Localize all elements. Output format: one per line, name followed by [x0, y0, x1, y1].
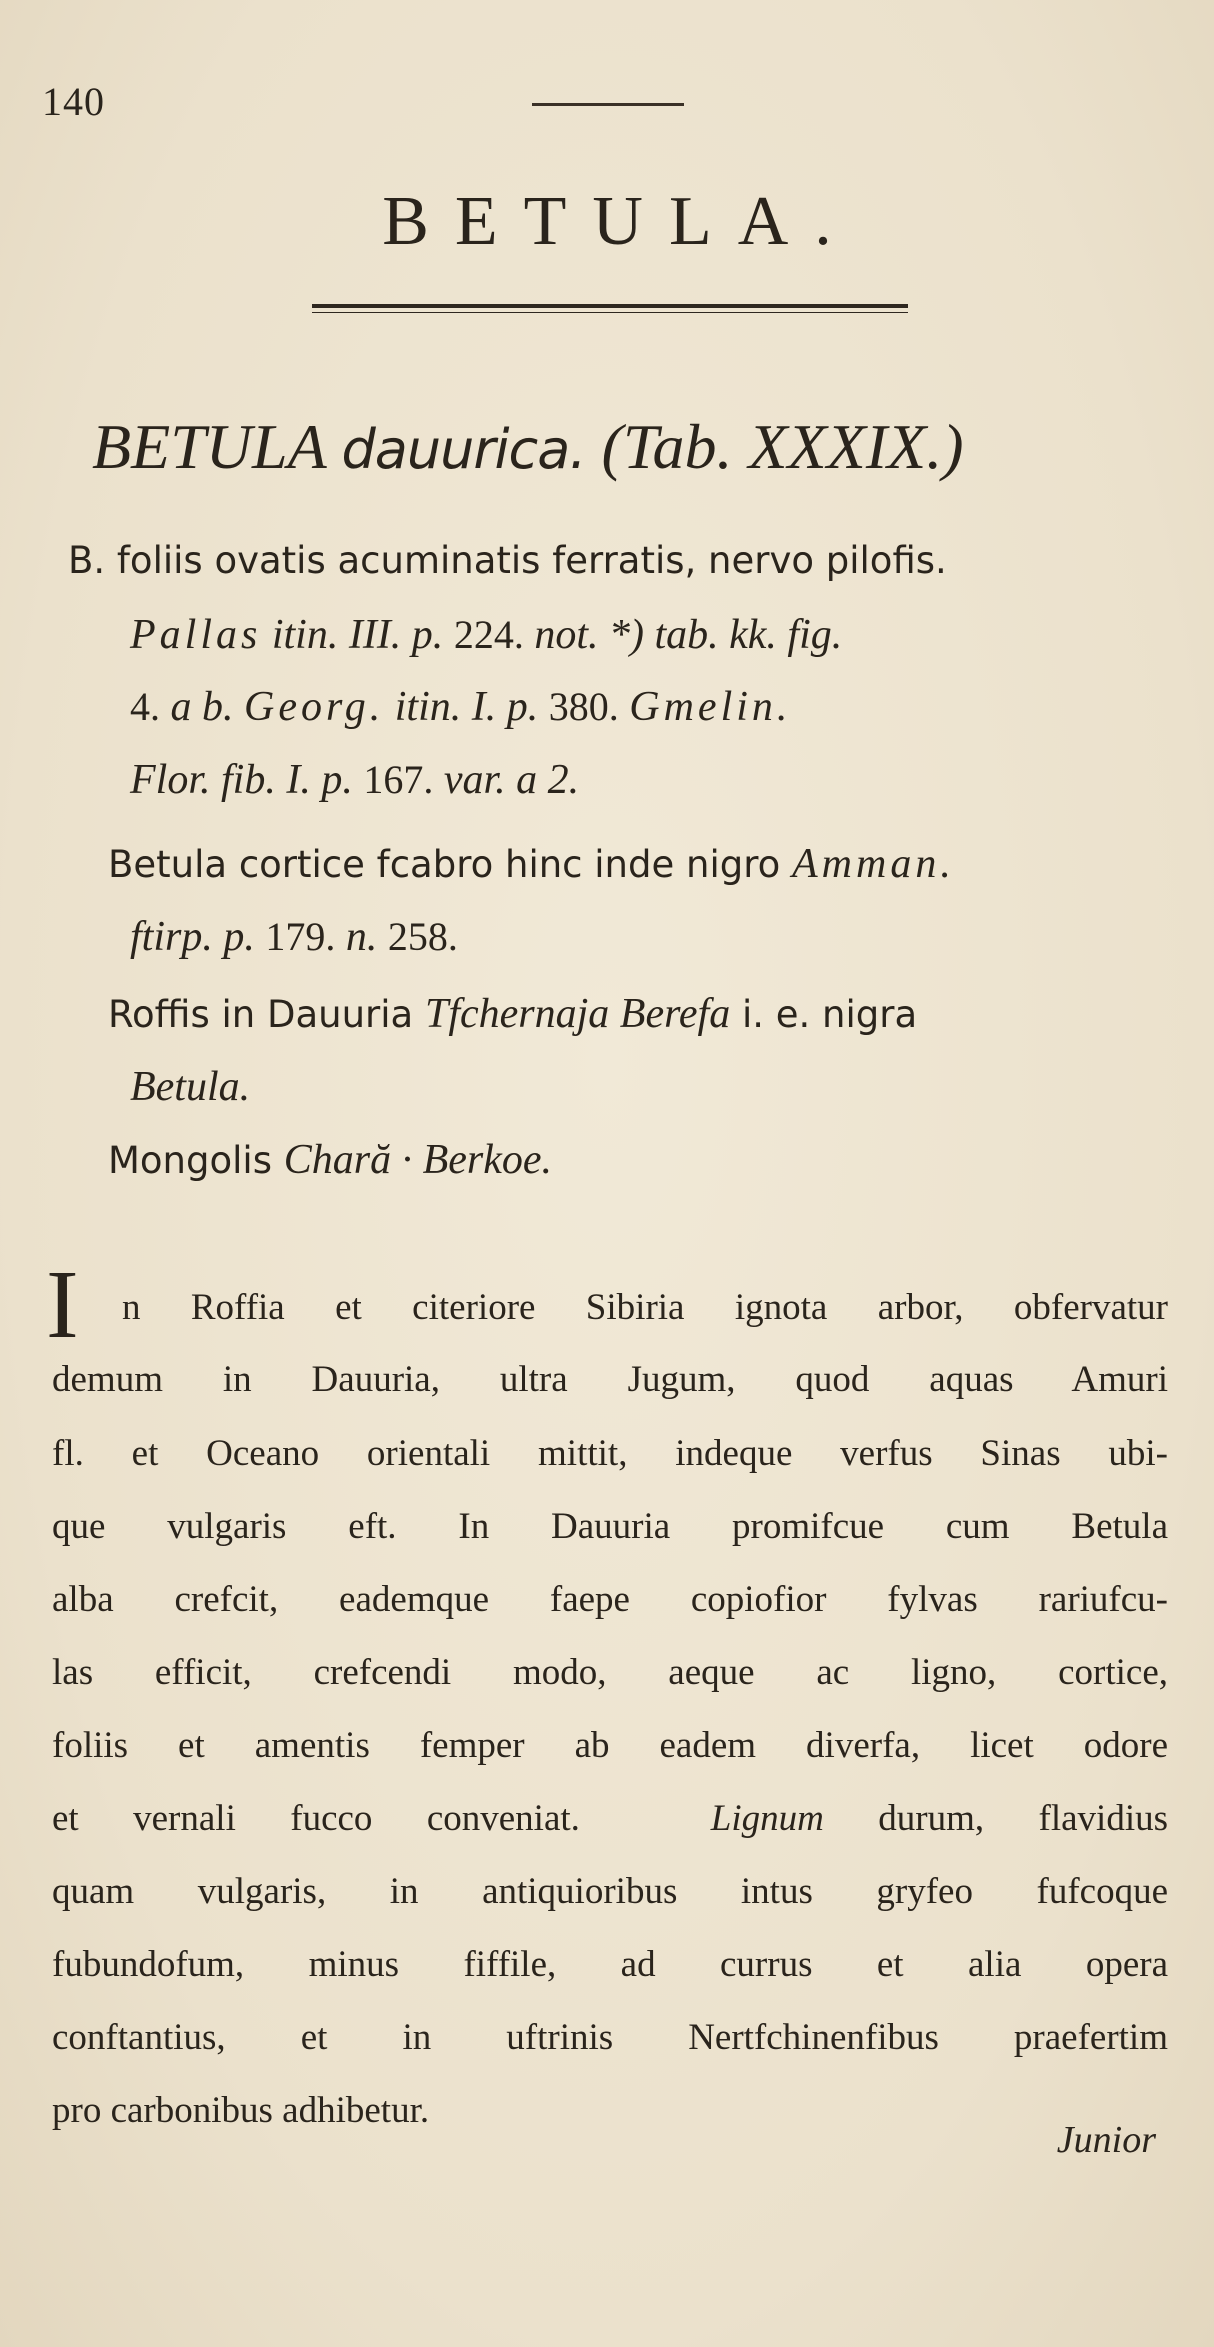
synonym-fragment: Pallas — [130, 612, 262, 658]
synonym-fragment: Betula cortice fcabro hinc inde nigro — [108, 843, 793, 886]
species-heading — [92, 410, 964, 484]
synonym-fragment: 224. — [453, 612, 524, 657]
synonym-line — [130, 611, 842, 659]
body-line-text: et vernali fucco conveniat. — [52, 1798, 580, 1839]
species-epithet: dauurica. — [341, 418, 586, 481]
body-line — [52, 1797, 1168, 1840]
body-line-text: durum, flavidius — [823, 1798, 1169, 1839]
synonym-fragment: Tfchernaja Berefa — [424, 991, 731, 1037]
synonym-fragment — [619, 684, 630, 730]
synonym-fragment: 4. — [130, 684, 160, 729]
synonym-fragment: Mongolis — [108, 1139, 284, 1182]
page-number: 140 — [42, 79, 105, 124]
synonym-line — [108, 990, 917, 1038]
synonym-fragment: Betula. — [130, 1064, 251, 1110]
page-title: BETULA. — [382, 183, 858, 260]
synonym-fragment: Flor. fib. I. p. — [130, 757, 364, 803]
synonym-fragment: a b. — [160, 684, 244, 730]
synonym-line — [130, 913, 458, 961]
synonym-line — [68, 538, 947, 582]
title-double-rule — [312, 304, 908, 313]
synonym-fragment: Roffis in Dauuria — [108, 993, 425, 1036]
synonym-fragment: not. *) tab. kk. fig. — [523, 612, 843, 658]
plate-reference: (Tab. XXXIX.) — [601, 411, 964, 482]
genus-name: BETULA — [92, 411, 326, 482]
body-line: quam vulgaris, in antiquioribus intus gryfeo fufcoque — [52, 1871, 1168, 1912]
synonym-fragment: Amman. — [792, 841, 955, 887]
body-line: conftantius, et in uftrinis Nertfchinenfibus praefertim — [52, 2017, 1168, 2058]
synonym-fragment: var. a 2. — [433, 757, 580, 803]
synonym-fragment: ftirp. p. — [130, 914, 266, 960]
body-line: n Roffia et citeriore Sibiria ignota arbor, obfervatur — [122, 1287, 1168, 1328]
body-line: demum in Dauuria, ultra Jugum, quod aquas Amuri — [52, 1359, 1168, 1400]
body-line: alba crefcit, eademque faepe copiofior fylvas rariufcu- — [52, 1579, 1168, 1620]
header-rule — [532, 103, 684, 106]
body-line: foliis et amentis femper ab eadem diverfa, licet odore — [52, 1725, 1168, 1766]
synonym-fragment: 258. — [387, 914, 458, 959]
synonym-fragment: itin. III. p. — [261, 612, 454, 658]
body-line: fl. et Oceano orientali mittit, indeque verfus Sinas ubi- — [52, 1433, 1168, 1474]
synonym-fragment: i. e. nigra — [730, 993, 918, 1036]
synonym-fragment: Chară · Berkoe. — [283, 1137, 553, 1183]
body-line: que vulgaris eft. In Dauuria promifcue cum Betula — [52, 1506, 1168, 1547]
emphasis-lignum: Lignum — [710, 1798, 824, 1839]
synonym-line — [108, 1136, 552, 1184]
body-line: las efficit, crefcendi modo, aeque ac ligno, cortice, — [52, 1652, 1168, 1693]
synonym-line — [108, 840, 955, 888]
synonym-line — [130, 683, 791, 731]
synonym-fragment: 380. — [548, 684, 619, 729]
synonym-line — [130, 1063, 250, 1111]
synonym-fragment: itin. I. p. — [384, 684, 549, 730]
synonym-fragment: n. — [335, 914, 388, 960]
synonym-fragment: 179. — [265, 914, 336, 959]
synonym-fragment: B. foliis ovatis acuminatis ferratis, nervo pilofis. — [68, 539, 947, 582]
synonym-fragment: Georg. — [244, 684, 385, 730]
body-line: fubundofum, minus fiffile, ad currus et alia opera — [52, 1944, 1168, 1985]
catchword: Junior — [1056, 2119, 1156, 2161]
drop-cap: I — [46, 1251, 79, 1359]
synonym-line — [130, 756, 579, 804]
body-line: pro carbonibus adhibetur. — [52, 2090, 430, 2131]
synonym-fragment: 167. — [363, 757, 434, 802]
synonym-fragment: Gmelin. — [629, 684, 792, 730]
